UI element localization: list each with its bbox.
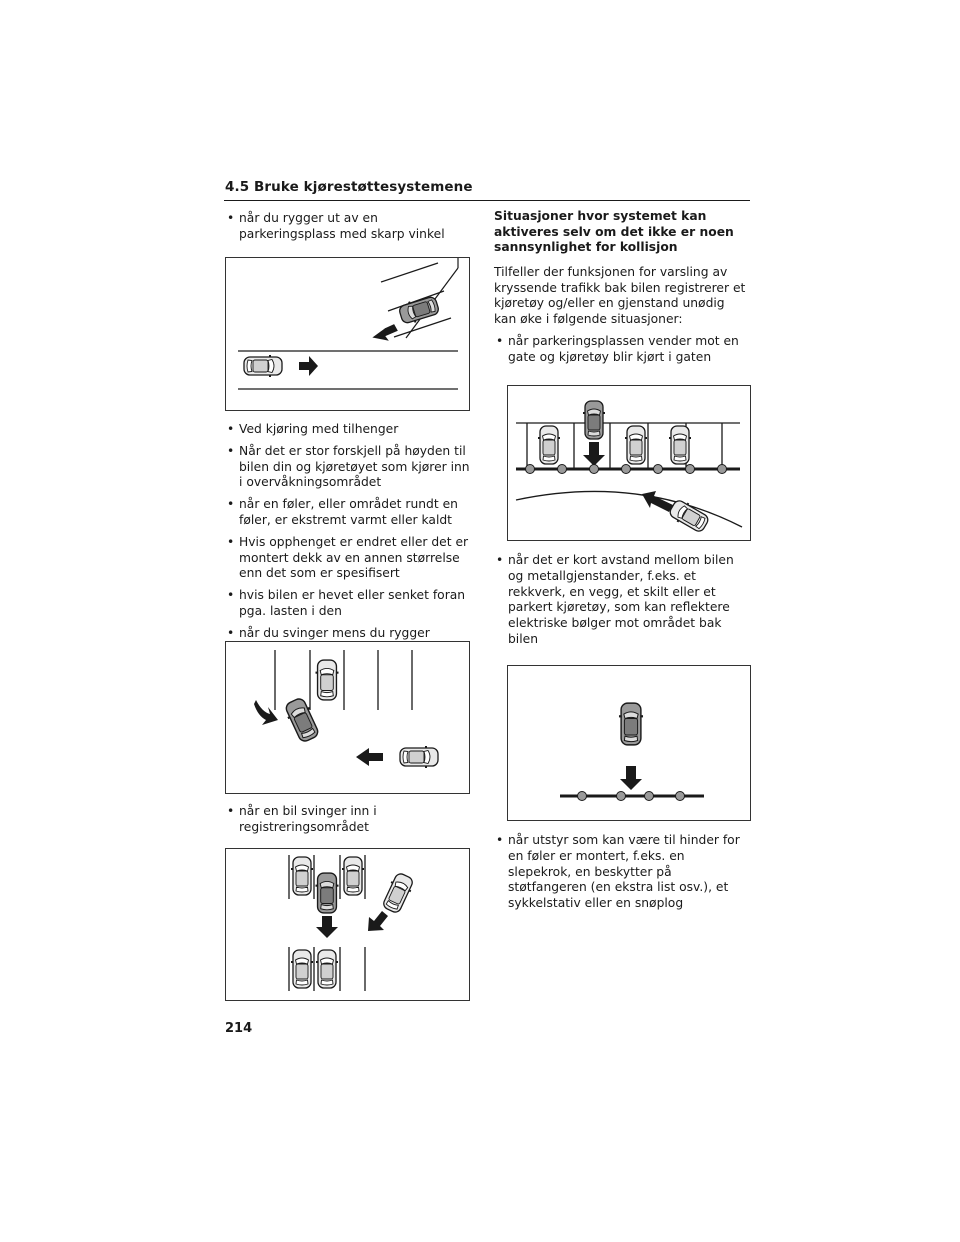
list-item: • når du rygger ut av en parkeringsplass med skarp vinkel (225, 211, 470, 243)
right-column (494, 209, 746, 372)
list-item: • Når det er stor forskjell på høyden til bilen din og kjøretøyet som kjører inn i overvåkningsområdet (225, 444, 470, 491)
left-bullets-1 (225, 211, 470, 249)
figure-turning-while-reversing (225, 641, 470, 794)
figure-parking-facing-street (507, 385, 751, 541)
subsection-heading: Situasjoner hvor systemet kan aktiveres selv om det ikke er noen sannsynlighet for kollisjon (494, 209, 734, 255)
list-item: • hvis bilen er hevet eller senket foran pga. lasten i den (225, 588, 470, 620)
intro-paragraph: Tilfeller der funksjonen for varsling av kryssende trafikk bak bilen registrerer et kjøretøy og/eller en gjenstand unødig kan øke i følgende situasjoner: (494, 264, 746, 327)
list-item: • når parkeringsplassen vender mot en gate og kjøretøy blir kjørt i gaten (494, 334, 746, 366)
section-header (224, 178, 750, 201)
list-item: • når du svinger mens du rygger (225, 626, 470, 642)
figure-car-turning-into-area (225, 848, 470, 1001)
right-bullets-2 (494, 553, 746, 654)
list-item: • når en bil svinger inn i registreringsområdet (225, 804, 470, 836)
figure-angled-parking (225, 257, 470, 411)
list-item: • når det er kort avstand mellom bilen og metallgjenstander, f.eks. et rekkverk, en vegg, et skilt eller et parkert kjøretøy, som kan reflektere elektriske bølger mot området bak bilen (494, 553, 746, 648)
section-title: 4.5 Bruke kjørestøttesystemene (225, 179, 473, 195)
figure-metal-objects (507, 665, 751, 821)
left-bullets-3 (225, 804, 470, 842)
page-number: 214 (225, 1021, 253, 1036)
right-bullets-3 (494, 833, 746, 918)
list-item: • Ved kjøring med tilhenger (225, 422, 470, 438)
list-item: • Hvis opphenget er endret eller det er montert dekk av en annen størrelse enn det som er spesifisert (225, 535, 470, 582)
list-item: • når en føler, eller området rundt en føler, er ekstremt varmt eller kaldt (225, 497, 470, 529)
left-bullets-2 (225, 422, 470, 648)
list-item: • når utstyr som kan være til hinder for en føler er montert, f.eks. en slepekrok, en beskytter på støtfangeren (en ekstra list osv.), et sykkelstativ eller en snøplog (494, 833, 746, 912)
